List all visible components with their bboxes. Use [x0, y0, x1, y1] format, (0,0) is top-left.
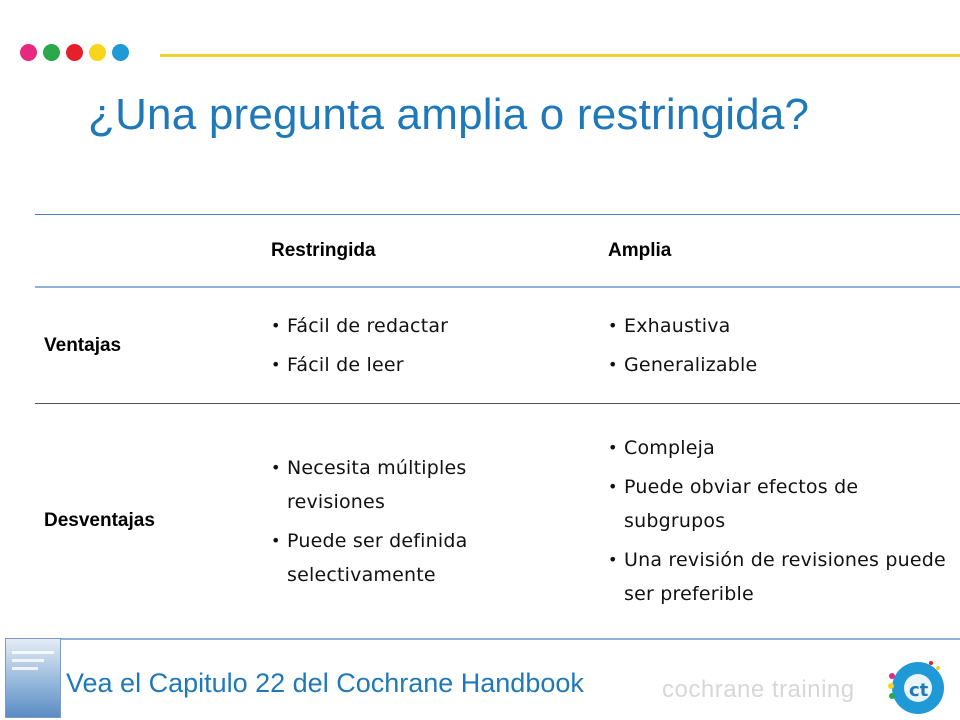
- row-label-ventajas: Ventajas: [44, 334, 122, 356]
- table-header-row: [35, 214, 960, 288]
- list-item: • Puede ser definida selectivamente: [271, 524, 541, 592]
- decorative-dots: [20, 44, 129, 61]
- ventajas-amplia-list: [608, 309, 757, 382]
- dot-pink: [20, 44, 37, 61]
- comparison-table: [35, 214, 960, 640]
- row-label-desventajas: Desventajas: [44, 510, 155, 531]
- list-item: • Una revisión de revisiones puede ser preferible: [608, 543, 948, 611]
- list-item: • Fácil de leer: [271, 348, 448, 382]
- footer-reference: Vea el Capitulo 22 del Cochrane Handbook: [66, 668, 584, 698]
- ventajas-restringida-list: [271, 309, 448, 382]
- list-item: • Fácil de redactar: [271, 309, 448, 343]
- brand-name: cochrane training: [662, 676, 855, 703]
- cochrane-training-logo-icon: [886, 656, 946, 716]
- handbook-cover-image: [5, 638, 61, 718]
- dot-green: [43, 44, 60, 61]
- list-item: • Necesita múltiples revisiones: [271, 451, 541, 519]
- slide-title: ¿Una pregunta amplia o restringida?: [88, 90, 810, 139]
- dot-blue: [112, 44, 129, 61]
- table-row-ventajas: [35, 288, 960, 404]
- desventajas-amplia-cell: [608, 404, 960, 638]
- desventajas-restringida-list: [271, 451, 541, 592]
- dot-red: [66, 44, 83, 61]
- list-item: • Puede obviar efectos de subgrupos: [608, 470, 948, 538]
- header-restringida: Restringida: [271, 239, 376, 261]
- list-item: • Generalizable: [608, 348, 757, 382]
- ventajas-restringida-cell: [271, 288, 608, 403]
- desventajas-amplia-list: [608, 431, 948, 611]
- list-item: • Compleja: [608, 431, 948, 465]
- list-item: • Exhaustiva: [608, 309, 757, 343]
- ventajas-amplia-cell: [608, 288, 960, 403]
- header-empty-cell: [35, 215, 271, 286]
- header-amplia: Amplia: [608, 239, 672, 261]
- header-rule: [160, 54, 960, 57]
- logo-text: ct: [909, 680, 929, 701]
- table-row-desventajas: [35, 404, 960, 640]
- desventajas-restringida-cell: [271, 404, 608, 638]
- dot-yellow: [89, 44, 106, 61]
